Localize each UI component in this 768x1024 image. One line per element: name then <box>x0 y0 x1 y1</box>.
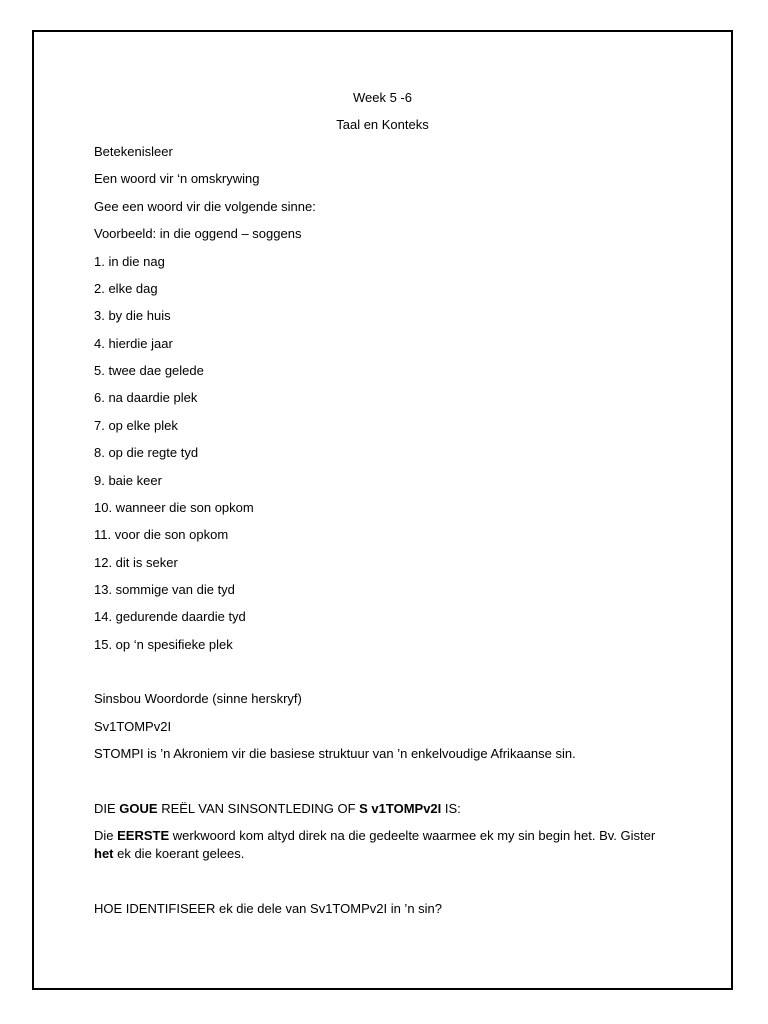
golden-rule-heading: DIE GOUE REËL VAN SINSONTLEDING OF S v1TOMPv2I IS: <box>94 801 461 816</box>
list-item: 1. in die nag <box>94 254 165 269</box>
week-title: Week 5 -6 <box>352 90 412 105</box>
list-item: 9. baie keer <box>94 473 162 488</box>
list-item: 12. dit is seker <box>94 555 178 570</box>
definition-text: STOMPI is ’n Akroniem vir die basiese struktuur van ’n enkelvoudige Afrikaanse sin. <box>94 746 576 761</box>
list-item: 5. twee dae gelede <box>94 363 204 378</box>
list-item: 8. op die regte tyd <box>94 445 199 460</box>
list-item: 3. by die huis <box>94 308 171 323</box>
question-text: HOE IDENTIFISEER ek die dele van Sv1TOMPv2I in ’n sin? <box>94 901 443 916</box>
example-text: Voorbeeld: in die oggend – soggens <box>94 226 302 241</box>
section-heading-sinsbou: Sinsbou Woordorde (sinne herskryf) <box>94 691 302 706</box>
acronym-text: Sv1TOMPv2I <box>94 719 172 734</box>
golden-rule-text: Die EERSTE werkwoord kom altyd direk na die gedeelte waarmee ek my sin begin het. Bv. Gister het ek die koerant gelees. <box>94 828 656 861</box>
instruction-text: Gee een woord vir die volgende sinne: <box>94 199 316 214</box>
document-page <box>32 30 733 990</box>
section-subheading: Een woord vir ‘n omskrywing <box>94 171 260 186</box>
subject-title: Taal en Konteks <box>336 117 429 132</box>
list-item: 2. elke dag <box>94 281 158 296</box>
list-item: 14. gedurende daardie tyd <box>94 609 246 624</box>
list-item: 7. op elke plek <box>94 418 178 433</box>
list-item: 11. voor die son opkom <box>94 527 229 542</box>
list-item: 13. sommige van die tyd <box>94 582 235 597</box>
list-item: 10. wanneer die son opkom <box>94 500 254 515</box>
list-item: 4. hierdie jaar <box>94 336 173 351</box>
section-heading-betekenisleer: Betekenisleer <box>94 144 173 159</box>
list-item: 6. na daardie plek <box>94 390 198 405</box>
list-item: 15. op ‘n spesifieke plek <box>94 637 233 652</box>
